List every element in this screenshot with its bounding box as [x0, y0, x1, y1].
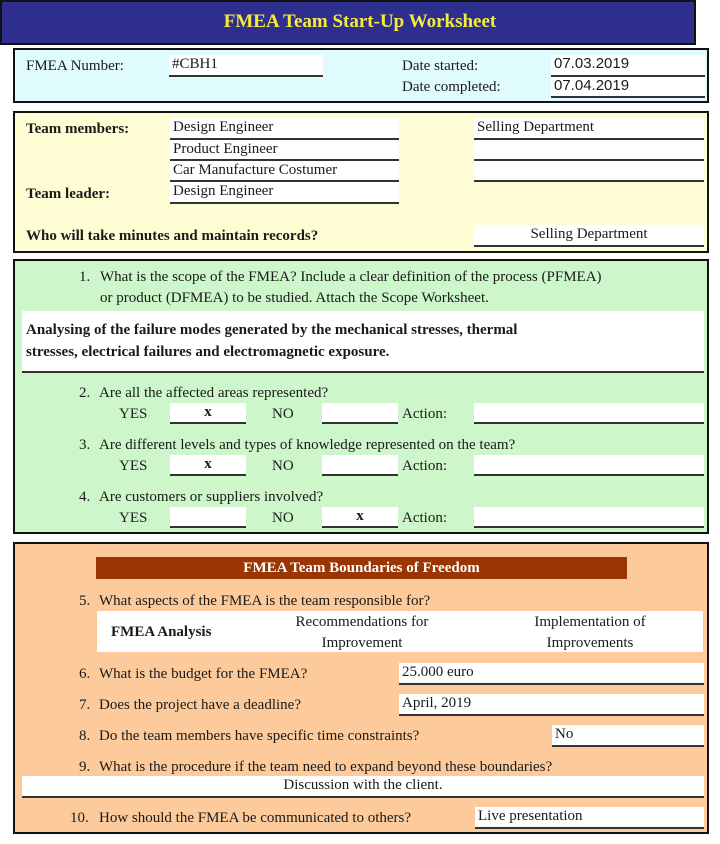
q4-yes-label: YES — [119, 510, 148, 526]
q5-option-fmea-analysis[interactable]: FMEA Analysis — [111, 624, 212, 640]
q4-number: 4. — [79, 489, 91, 505]
q7-text: Does the project have a deadline? — [99, 697, 301, 713]
q4-action-label: Action: — [402, 510, 447, 526]
team-members-label: Team members: — [26, 121, 130, 137]
q3-number: 3. — [79, 437, 91, 453]
q6-text: What is the budget for the FMEA? — [99, 666, 308, 682]
deadline-field[interactable]: April, 2019 — [399, 694, 704, 716]
team-member-field[interactable]: Car Manufacture Costumer — [170, 161, 399, 182]
q3-action-label: Action: — [402, 458, 447, 474]
minutes-label: Who will take minutes and maintain records? — [26, 228, 319, 244]
team-member-field[interactable]: Design Engineer — [170, 118, 399, 140]
q5-number: 5. — [79, 593, 91, 609]
fmea-number-field[interactable]: #CBH1 — [169, 55, 323, 77]
team-member-field[interactable]: Selling Department — [474, 118, 704, 140]
q3-no-field[interactable] — [322, 455, 398, 476]
q4-no-label: NO — [272, 510, 294, 526]
date-started-field[interactable]: 07.03.2019 — [551, 55, 705, 77]
scope-answer-field[interactable] — [22, 311, 704, 373]
q4-yes-field[interactable] — [170, 507, 246, 528]
fmea-number-label: FMEA Number: — [26, 58, 124, 74]
q2-no-field[interactable] — [322, 403, 398, 424]
q6-number: 6. — [79, 666, 91, 682]
q10-text: How should the FMEA be communicated to others? — [99, 810, 412, 826]
budget-field[interactable]: 25.000 euro — [399, 663, 704, 685]
title-bar — [0, 0, 696, 45]
q3-yes-label: YES — [119, 458, 148, 474]
team-leader-field[interactable]: Design Engineer — [170, 182, 399, 204]
q8-number: 8. — [79, 728, 91, 744]
q1-text-line2: or product (DFMEA) to be studied. Attach the Scope Worksheet. — [100, 290, 489, 306]
q4-no-field[interactable]: x — [322, 507, 398, 528]
team-leader-label: Team leader: — [26, 186, 111, 202]
q2-yes-field[interactable]: x — [170, 403, 246, 424]
q2-action-label: Action: — [402, 406, 447, 422]
page-title: FMEA Team Start-Up Worksheet — [223, 11, 497, 32]
q3-yes-field[interactable]: x — [170, 455, 246, 476]
q7-number: 7. — [79, 697, 91, 713]
expand-procedure-field[interactable]: Discussion with the client. — [22, 776, 704, 798]
q2-action-field[interactable] — [474, 403, 704, 424]
communication-field[interactable]: Live presentation — [475, 807, 704, 829]
q2-text: Are all the affected areas represented? — [99, 385, 329, 401]
q4-text: Are customers or suppliers involved? — [99, 489, 324, 505]
q10-number: 10. — [70, 810, 89, 826]
scope-answer-line1: Analysing of the failure modes generated by the mechanical stresses, thermal — [26, 322, 518, 338]
minutes-field[interactable]: Selling Department — [474, 225, 704, 247]
q2-no-label: NO — [272, 406, 294, 422]
q5-option-implementation-line2[interactable]: Improvements — [546, 635, 634, 651]
q3-no-label: NO — [272, 458, 294, 474]
date-completed-label: Date completed: — [402, 79, 501, 95]
team-member-field[interactable]: Product Engineer — [170, 140, 399, 161]
date-started-label: Date started: — [402, 58, 479, 74]
boundaries-banner: FMEA Team Boundaries of Freedom — [96, 557, 627, 579]
q3-text: Are different levels and types of knowledge represented on the team? — [99, 437, 516, 453]
q5-option-recommendations-line2[interactable]: Improvement — [321, 635, 403, 651]
time-constraints-field[interactable]: No — [552, 725, 704, 747]
q1-text-line1: What is the scope of the FMEA? Include a clear definition of the process (PFMEA) — [100, 269, 602, 285]
q2-yes-label: YES — [119, 406, 148, 422]
q9-number: 9. — [79, 759, 91, 775]
team-member-field[interactable] — [474, 140, 704, 161]
q5-option-recommendations-line1[interactable]: Recommendations for — [295, 614, 429, 630]
team-member-field[interactable] — [474, 161, 704, 182]
q1-number: 1. — [79, 269, 91, 285]
q3-action-field[interactable] — [474, 455, 704, 476]
q2-number: 2. — [79, 385, 91, 401]
q9-text: What is the procedure if the team need to expand beyond these boundaries? — [99, 759, 553, 775]
q4-action-field[interactable] — [474, 507, 704, 528]
q8-text: Do the team members have specific time constraints? — [99, 728, 420, 744]
scope-answer-line2: stresses, electrical failures and electromagnetic exposure. — [26, 344, 390, 360]
date-completed-field[interactable]: 07.04.2019 — [551, 77, 705, 98]
q5-option-implementation-line1[interactable]: Implementation of — [534, 614, 646, 630]
q5-text: What aspects of the FMEA is the team responsible for? — [99, 593, 431, 609]
